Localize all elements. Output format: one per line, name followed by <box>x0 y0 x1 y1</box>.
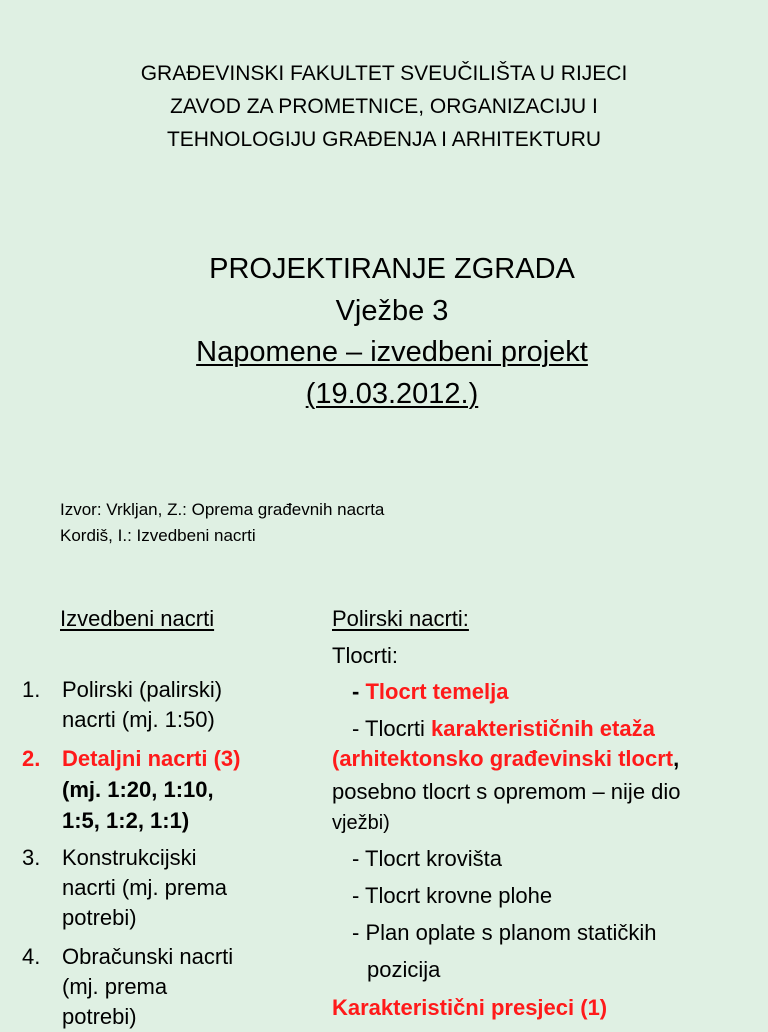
formwork-plan: - Plan oplate s planom statičkih <box>352 920 657 945</box>
left-heading <box>60 604 214 634</box>
course-title: PROJEKTIRANJE ZGRADA <box>209 253 575 285</box>
list-line: Polirski (palirski) <box>62 677 223 702</box>
floors-prefix: - Tlocrti <box>352 716 432 741</box>
foundation-dash: - <box>352 679 366 704</box>
list-line: nacrti (mj. prema <box>62 875 228 900</box>
roof-plane-plan: - Tlocrt krovne plohe <box>352 883 553 908</box>
list-number: 4. <box>22 944 41 969</box>
date-title <box>0 377 768 411</box>
department-line-1: ZAVOD ZA PROMETNICE, ORGANIZACIJU I <box>170 95 598 118</box>
formwork-plan-line-2: pozicija <box>367 957 441 982</box>
list-line: Detaljni nacrti (3) <box>62 746 241 771</box>
topic-title <box>0 335 768 369</box>
date-title-text: (19.03.2012.) <box>305 378 479 410</box>
floors-plan-line-2 <box>332 744 679 774</box>
list-number: 2. <box>22 746 41 771</box>
list-line: potrebi) <box>62 905 137 930</box>
sections-heading: Karakteristični presjeci (1) <box>332 995 608 1020</box>
roof-plan: - Tlocrt krovišta <box>352 846 502 871</box>
source-line-1: Izvor: Vrkljan, Z.: Oprema građevnih nacrta <box>60 500 385 519</box>
tlocrti-label: Tlocrti: <box>332 643 398 668</box>
right-heading-text: Polirski nacrti: <box>332 606 469 631</box>
list-line: Konstrukcijski <box>62 845 197 870</box>
floors-plan-line <box>352 714 655 744</box>
list-number: 1. <box>22 677 41 702</box>
list-line: nacrti (mj. 1:50) <box>62 707 215 732</box>
faculty-name: GRAĐEVINSKI FAKULTET SVEUČILIŠTA U RIJECI <box>140 62 628 85</box>
list-line: potrebi) <box>62 1004 137 1029</box>
list-line: Obračunski nacrti <box>62 944 234 969</box>
floors-comma: , <box>673 746 680 771</box>
foundation-plan: Tlocrt temelja <box>365 679 509 704</box>
floors-highlight: karakterističnih etaža <box>431 716 655 741</box>
floors-plan-type: (arhitektonsko građevinski tlocrt <box>332 746 674 771</box>
topic-title-text: Napomene – izvedbeni projekt <box>196 336 588 368</box>
department-line-2: TEHNOLOGIJU GRAĐENJA I ARHITEKTURU <box>166 128 602 151</box>
list-number: 3. <box>22 845 41 870</box>
floors-plan-line-4: vježbi) <box>332 812 390 834</box>
right-heading <box>332 604 469 634</box>
floors-plan-line-3: posebno tlocrt s opremom – nije dio <box>332 779 681 804</box>
list-line: (mj. 1:20, 1:10, <box>62 777 214 802</box>
list-line: 1:5, 1:2, 1:1) <box>62 808 190 833</box>
foundation-plan-line <box>352 677 509 707</box>
list-line: (mj. prema <box>62 974 168 999</box>
left-heading-text: Izvedbeni nacrti <box>60 606 215 631</box>
source-line-2: Kordiš, I.: Izvedbeni nacrti <box>60 526 256 545</box>
exercise-title: Vježbe 3 <box>335 295 449 327</box>
